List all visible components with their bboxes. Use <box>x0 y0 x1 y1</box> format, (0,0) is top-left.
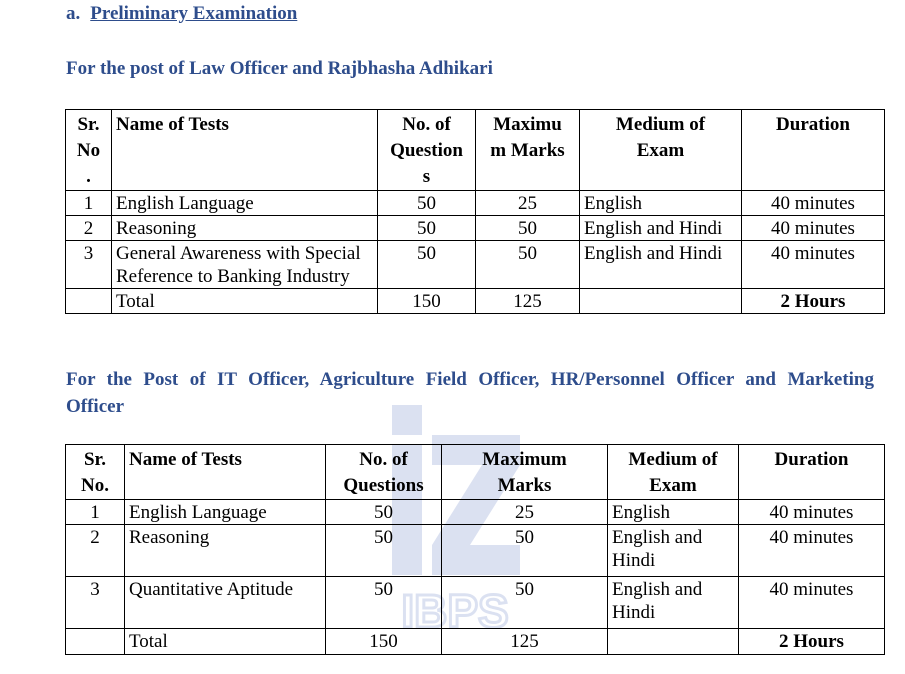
cell-sr-empty <box>66 289 112 314</box>
table-row <box>66 241 885 289</box>
cell-questions: 50 <box>326 500 442 525</box>
header-questions: No. of Question s <box>378 110 476 191</box>
cell-duration: 40 minutes <box>742 241 885 289</box>
cell-total-marks: 125 <box>442 629 608 655</box>
cell-test-name: English Language <box>125 500 326 525</box>
table-row <box>66 500 885 525</box>
cell-duration: 40 minutes <box>739 577 885 629</box>
cell-medium-empty <box>608 629 739 655</box>
cell-total-label: Total <box>125 629 326 655</box>
table-row <box>66 216 885 241</box>
table-header-row <box>66 110 885 191</box>
cell-marks: 50 <box>442 577 608 629</box>
cell-total-questions: 150 <box>378 289 476 314</box>
cell-marks: 25 <box>442 500 608 525</box>
cell-medium: English <box>608 500 739 525</box>
cell-sr: 3 <box>66 241 112 289</box>
cell-marks: 25 <box>476 191 580 216</box>
table2-caption: For the Post of IT Officer, Agriculture Field Officer, HR/Personnel Officer and Marketing Officer <box>66 369 874 417</box>
header-sr: Sr. No. <box>66 445 125 500</box>
cell-sr: 2 <box>66 525 125 577</box>
cell-marks: 50 <box>442 525 608 577</box>
cell-medium: English and Hindi <box>580 216 742 241</box>
cell-test-name: English Language <box>112 191 378 216</box>
cell-marks: 50 <box>476 241 580 289</box>
table-row <box>66 191 885 216</box>
cell-sr-empty <box>66 629 125 655</box>
cell-medium: English <box>580 191 742 216</box>
cell-total-duration: 2 Hours <box>739 629 885 655</box>
header-name: Name of Tests <box>112 110 378 191</box>
cell-duration: 40 minutes <box>739 525 885 577</box>
header-duration: Duration <box>742 110 885 191</box>
cell-questions: 50 <box>378 191 476 216</box>
header-sr: Sr. No . <box>66 110 112 191</box>
header-medium: Medium of Exam <box>608 445 739 500</box>
cell-total-marks: 125 <box>476 289 580 314</box>
header-duration: Duration <box>739 445 885 500</box>
section-heading <box>66 3 297 25</box>
watermark-text: IBPS <box>401 585 509 637</box>
cell-questions: 50 <box>378 216 476 241</box>
cell-test-name: Reasoning <box>112 216 378 241</box>
cell-duration: 40 minutes <box>742 216 885 241</box>
cell-questions: 50 <box>378 241 476 289</box>
table-row <box>66 525 885 577</box>
cell-test-name: Reasoning <box>125 525 326 577</box>
cell-sr: 2 <box>66 216 112 241</box>
cell-total-duration: 2 Hours <box>742 289 885 314</box>
cell-marks: 50 <box>476 216 580 241</box>
cell-questions: 50 <box>326 577 442 629</box>
header-marks: Maximu m Marks <box>476 110 580 191</box>
cell-sr: 1 <box>66 191 112 216</box>
cell-medium: English and Hindi <box>608 577 739 629</box>
header-questions: No. of Questions <box>326 445 442 500</box>
law-officer-exam-table <box>65 109 885 314</box>
section-label: a. <box>66 3 81 24</box>
cell-total-label: Total <box>112 289 378 314</box>
cell-questions: 50 <box>326 525 442 577</box>
cell-test-name: Quantitative Aptitude <box>125 577 326 629</box>
cell-sr: 1 <box>66 500 125 525</box>
header-marks: Maximum Marks <box>442 445 608 500</box>
header-name: Name of Tests <box>125 445 326 500</box>
section-title: Preliminary Examination <box>90 3 298 24</box>
cell-duration: 40 minutes <box>739 500 885 525</box>
cell-sr: 3 <box>66 577 125 629</box>
table-header-row <box>66 445 885 500</box>
cell-total-questions: 150 <box>326 629 442 655</box>
table-row <box>66 577 885 629</box>
table-total-row <box>66 629 885 655</box>
cell-medium: English and Hindi <box>608 525 739 577</box>
table-total-row <box>66 289 885 314</box>
cell-test-name: General Awareness with Special Reference to Banking Industry <box>112 241 378 289</box>
cell-medium: English and Hindi <box>580 241 742 289</box>
header-medium: Medium of Exam <box>580 110 742 191</box>
cell-duration: 40 minutes <box>742 191 885 216</box>
it-officer-exam-table <box>65 444 885 655</box>
cell-medium-empty <box>580 289 742 314</box>
table1-caption: For the post of Law Officer and Rajbhasha Adhikari <box>66 58 493 79</box>
